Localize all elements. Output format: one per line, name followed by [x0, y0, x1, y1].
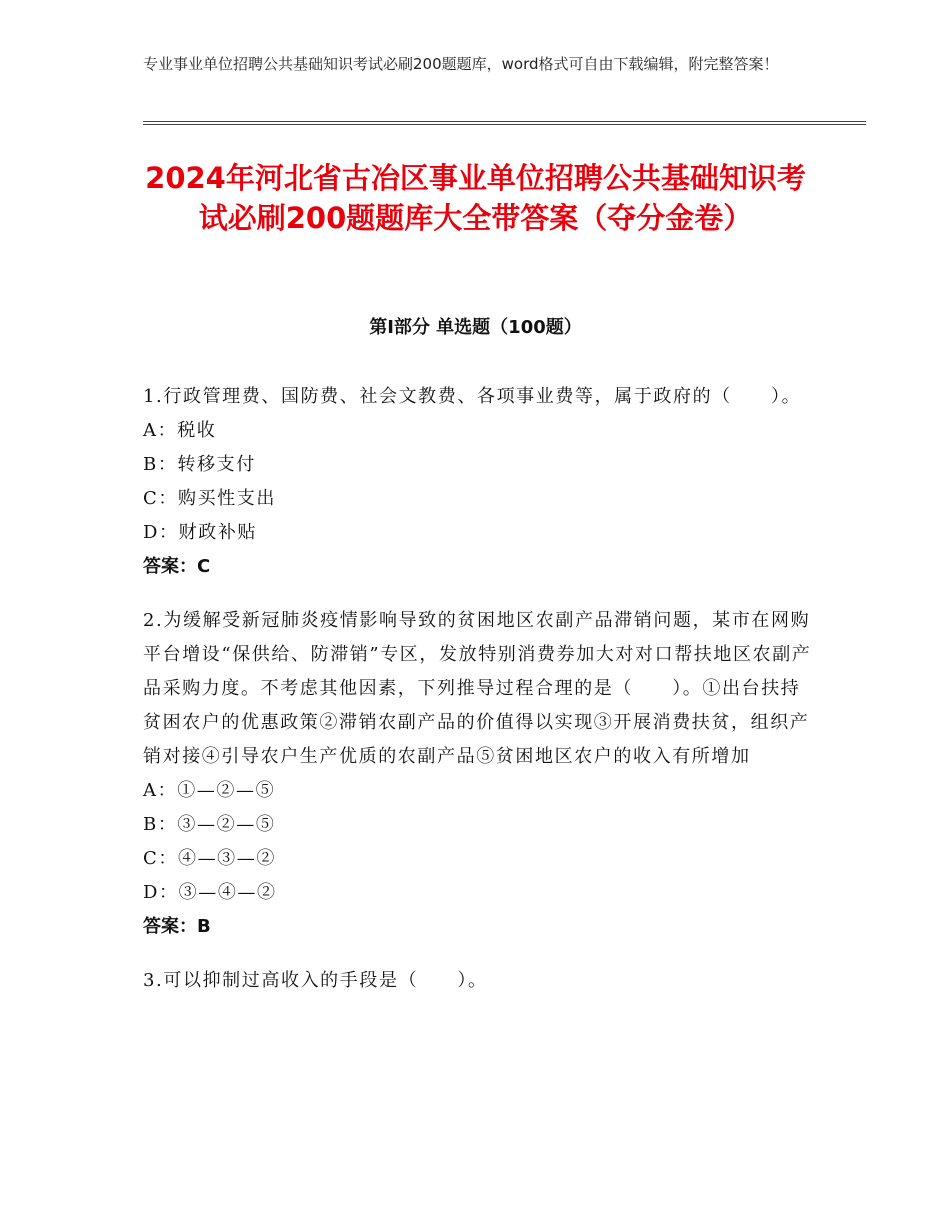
header-rule [143, 121, 866, 122]
option-d: D：③—④—② [143, 882, 277, 903]
option-d: D：财政补贴 [143, 522, 258, 543]
answer: 答案：C [143, 556, 211, 577]
option-a: A：①—②—⑤ [143, 780, 276, 801]
section-title: 第Ⅰ部分 单选题（100题） [369, 317, 582, 338]
question-3 [143, 964, 813, 998]
question-1 [143, 380, 813, 584]
question-list [143, 380, 813, 1018]
option-a: A：税收 [143, 420, 217, 441]
option-b: B：转移支付 [143, 454, 256, 475]
document-title: 2024年河北省古冶区事业单位招聘公共基础知识考试必刷200题题库大全带答案（夺分金卷） [145, 161, 806, 235]
option-c: C：购买性支出 [143, 488, 276, 509]
question-stem: 2.为缓解受新冠肺炎疫情影响导致的贫困地区农副产品滞销问题，某市在网购平台增设“保供给、防滞销”专区，发放特别消费券加大对对口帮扶地区农副产品采购力度。不考虑其他因素，下列推导过程合理的是（ ）。①出台扶持贫困农户的优惠政策②滞销农副产品的价值得以实现③开展消费扶贫，组织产销对接④引导农户生产优质的农副产品⑤贫困地区农户的收入有所增加 [143, 610, 812, 767]
option-b: B：③—②—⑤ [143, 814, 276, 835]
answer: 答案：B [143, 916, 211, 937]
question-2 [143, 604, 813, 944]
question-stem: 3.可以抑制过高收入的手段是（ ）。 [143, 970, 488, 991]
header-rule-secondary [143, 124, 866, 125]
option-c: C：④—③—② [143, 848, 276, 869]
header-note: 专业事业单位招聘公共基础知识考试必刷200题题库，word格式可自由下载编辑，附完整答案！ [143, 55, 779, 73]
question-stem: 1.行政管理费、国防费、社会文教费、各项事业费等，属于政府的（ ）。 [143, 386, 802, 407]
